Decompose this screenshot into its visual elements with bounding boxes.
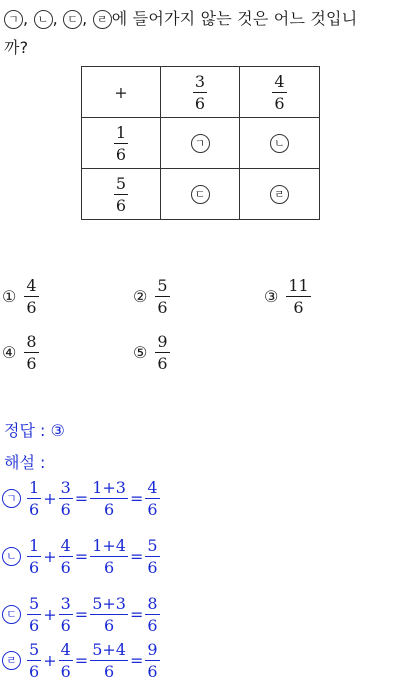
numerator: 5+3 — [92, 594, 126, 613]
denominator: 6 — [29, 616, 40, 635]
denominator: 6 — [147, 616, 158, 635]
fraction-bar — [272, 92, 286, 93]
numerator: 9 — [157, 332, 168, 351]
denominator: 6 — [157, 298, 168, 317]
circled-label: ㄴ — [2, 547, 21, 566]
denominator: 6 — [103, 616, 115, 635]
fraction — [114, 123, 128, 164]
circled-label: ㄴ — [270, 134, 289, 153]
fraction — [193, 72, 207, 113]
numerator: 5 — [115, 173, 127, 193]
denominator: 6 — [60, 558, 71, 577]
fraction — [145, 640, 159, 681]
fraction — [155, 276, 169, 317]
fraction — [286, 276, 310, 317]
equals-sign: = — [74, 651, 89, 670]
option-5[interactable] — [133, 332, 170, 373]
fraction — [145, 594, 159, 635]
explanation-line — [2, 640, 160, 681]
fraction — [145, 478, 159, 519]
circled-label: ㄹ — [93, 10, 112, 29]
addition-table — [81, 66, 320, 220]
fraction-bar — [114, 143, 128, 144]
denominator: 6 — [147, 500, 158, 519]
fraction — [24, 276, 38, 317]
fraction — [90, 640, 128, 681]
fraction-bar — [155, 352, 169, 353]
fraction-bar — [59, 660, 73, 661]
option-number: ② — [133, 287, 148, 306]
denominator: 6 — [194, 93, 206, 113]
numerator: 1 — [29, 536, 40, 555]
plus-sign: + — [43, 547, 57, 566]
denominator: 6 — [60, 662, 71, 681]
table-cell — [161, 169, 240, 220]
numerator: 5 — [147, 536, 158, 555]
denominator: 6 — [29, 662, 40, 681]
fraction — [90, 536, 128, 577]
numerator: 5 — [29, 594, 40, 613]
plus-sign: + — [43, 605, 57, 624]
explanation-line — [2, 594, 160, 635]
answer-value: ③ — [50, 421, 65, 440]
fraction — [27, 594, 41, 635]
equals-sign: = — [74, 605, 89, 624]
numerator: 4 — [60, 640, 71, 659]
denominator: 6 — [115, 195, 127, 215]
denominator: 6 — [157, 354, 168, 373]
numerator: 4 — [26, 276, 37, 295]
option-number: ⑤ — [133, 343, 148, 362]
fraction — [114, 174, 128, 215]
fraction — [145, 536, 159, 577]
table-cell — [161, 118, 240, 169]
table-col-header — [161, 67, 240, 118]
fraction — [59, 536, 73, 577]
fraction — [24, 332, 38, 373]
circled-label: ㄱ — [4, 10, 23, 29]
circled-label: ㄴ — [34, 10, 53, 29]
fraction — [90, 478, 128, 519]
circled-label: ㄱ — [2, 489, 21, 508]
fraction — [59, 640, 73, 681]
fraction-bar — [145, 660, 159, 661]
explanation-line — [2, 478, 160, 519]
numerator: 8 — [147, 594, 158, 613]
fraction-bar — [59, 614, 73, 615]
fraction — [272, 72, 286, 113]
equals-sign: = — [129, 547, 144, 566]
fraction-bar — [90, 498, 128, 499]
numerator: 1 — [29, 478, 40, 497]
equals-sign: = — [129, 605, 144, 624]
numerator: 4 — [60, 536, 71, 555]
denominator: 6 — [103, 558, 115, 577]
fraction-bar — [114, 194, 128, 195]
fraction-bar — [27, 614, 41, 615]
fraction-bar — [145, 556, 159, 557]
circled-label: ㄹ — [2, 651, 21, 670]
fraction-bar — [90, 556, 128, 557]
explanation-label: 해설 : — [4, 453, 46, 472]
answer-line — [4, 418, 65, 441]
plus-sign: + — [43, 651, 57, 670]
fraction-bar — [155, 296, 169, 297]
denominator: 6 — [103, 500, 115, 519]
option-3[interactable] — [264, 276, 311, 317]
numerator: 3 — [60, 478, 71, 497]
fraction-bar — [24, 296, 38, 297]
fraction-bar — [24, 352, 38, 353]
explanation-line — [2, 536, 160, 577]
table-row-header — [82, 169, 161, 220]
fraction-bar — [59, 556, 73, 557]
option-4[interactable] — [2, 332, 39, 373]
circled-label: ㄷ — [2, 605, 21, 624]
circled-label: ㄷ — [191, 185, 210, 204]
circled-label: ㄹ — [270, 185, 289, 204]
numerator: 1 — [115, 122, 127, 142]
circled-label: ㄷ — [63, 10, 82, 29]
table-cell — [240, 169, 320, 220]
numerator: 5+4 — [92, 640, 126, 659]
numerator: 5 — [29, 640, 40, 659]
fraction-bar — [286, 296, 310, 297]
denominator: 6 — [115, 144, 127, 164]
fraction-bar — [145, 614, 159, 615]
plus-sign: + — [114, 82, 128, 102]
denominator: 6 — [26, 298, 37, 317]
option-number: ① — [2, 287, 17, 306]
denominator: 6 — [26, 354, 37, 373]
numerator: 4 — [274, 71, 285, 91]
numerator: 1+4 — [92, 536, 126, 555]
table-row-header — [82, 118, 161, 169]
question-line-1: 에 들어가지 않는 것은 어느 것입니 — [111, 9, 358, 28]
denominator: 6 — [29, 500, 40, 519]
fraction — [59, 478, 73, 519]
denominator: 6 — [29, 558, 40, 577]
equals-sign: = — [74, 547, 89, 566]
option-1[interactable] — [2, 276, 39, 317]
numerator: 3 — [60, 594, 71, 613]
denominator: 6 — [274, 93, 285, 113]
question-line-2: 까? — [4, 38, 29, 57]
denominator: 6 — [103, 662, 115, 681]
equals-sign: = — [129, 489, 144, 508]
fraction-bar — [59, 498, 73, 499]
fraction-bar — [90, 660, 128, 661]
fraction — [27, 640, 41, 681]
fraction-bar — [27, 556, 41, 557]
denominator: 6 — [147, 558, 158, 577]
denominator: 6 — [60, 616, 71, 635]
numerator: 5 — [157, 276, 168, 295]
numerator: 9 — [147, 640, 158, 659]
fraction-bar — [193, 92, 207, 93]
equals-sign: = — [74, 489, 89, 508]
fraction — [155, 332, 169, 373]
denominator: 6 — [293, 298, 304, 317]
option-2[interactable] — [133, 276, 170, 317]
answer-label: 정답 : — [4, 421, 51, 440]
table-col-header — [240, 67, 320, 118]
table-corner — [82, 67, 161, 118]
fraction — [59, 594, 73, 635]
question-text: ㄱ , ㄴ , ㄷ , ㄹ 에 들어가지 않는 것은 어느 것입니 까? — [4, 9, 358, 57]
equals-sign: = — [129, 651, 144, 670]
numerator: 4 — [147, 478, 158, 497]
fraction-bar — [90, 614, 128, 615]
option-number: ③ — [264, 287, 279, 306]
fraction — [27, 478, 41, 519]
numerator: 3 — [194, 71, 206, 91]
circled-label: ㄱ — [191, 134, 210, 153]
fraction — [90, 594, 128, 635]
numerator: 8 — [26, 332, 37, 351]
fraction-bar — [27, 498, 41, 499]
option-number: ④ — [2, 343, 17, 362]
fraction — [27, 536, 41, 577]
plus-sign: + — [43, 489, 57, 508]
numerator: 11 — [288, 276, 309, 295]
table-cell — [240, 118, 320, 169]
fraction-bar — [145, 498, 159, 499]
numerator: 1+3 — [92, 478, 126, 497]
denominator: 6 — [60, 500, 71, 519]
fraction-bar — [27, 660, 41, 661]
denominator: 6 — [147, 662, 158, 681]
